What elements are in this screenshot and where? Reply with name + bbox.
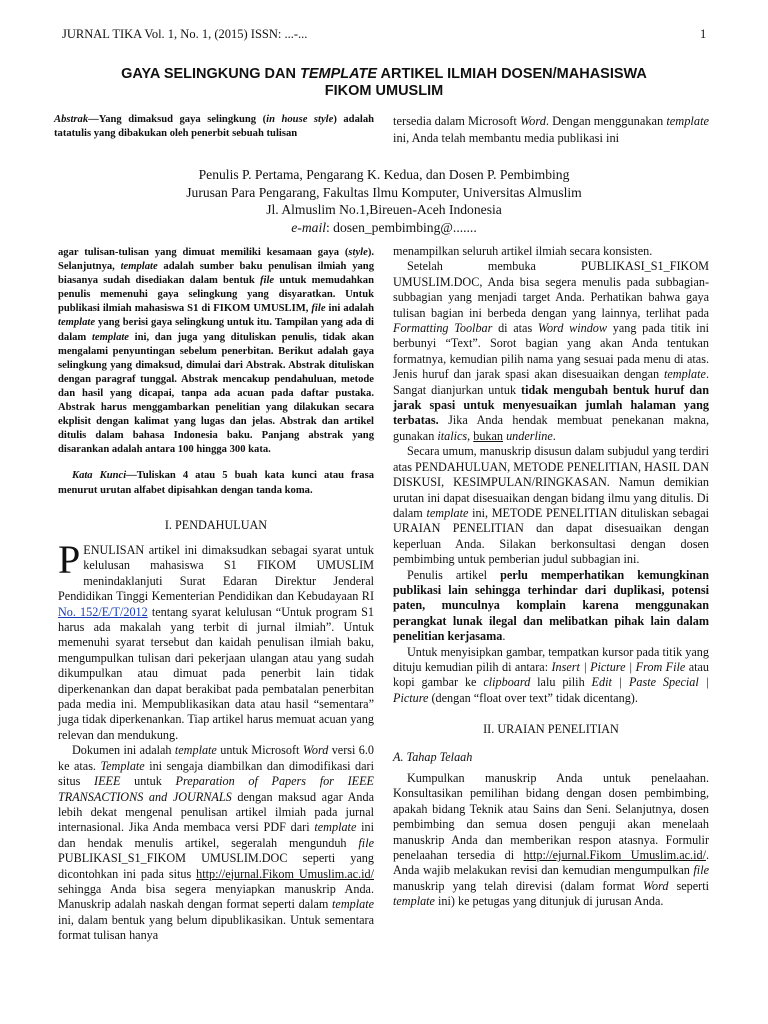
italic-text: template (314, 820, 357, 835)
text-span: —Tuliskan 4 atau 5 buah kata kunci atau frasa menurut urutan alfabet dipisahkan dengan tanda koma. (58, 470, 374, 496)
text-span: Penulis artikel (407, 567, 501, 582)
italic-text: Word window (537, 321, 608, 336)
text-span: . Anda wajib melakukan revisi dan kemudian mengumpulkan (393, 848, 710, 878)
paper-title (20, 66, 748, 100)
text-span: yang berisi gaya selingkung untuk itu. Tampilan yang ada di dalam (58, 317, 374, 343)
italic-text: italics (437, 428, 468, 443)
bold-text: tidak mengubah bentuk huruf dan jarak spasi untuk menyesuaikan jumlah halaman yang terbatas. (393, 382, 709, 428)
abstract-label: Abstrak (54, 114, 89, 125)
keywords (58, 469, 374, 497)
ejurnal-link[interactable]: http://ejurnal.Fikom Umuslim.ac.id/ (196, 866, 374, 881)
italic-text: Word (519, 114, 546, 128)
text-span: . Dengan menggunakan (545, 114, 667, 128)
text-span: ini dan hendak menulis artikel, segeralah mengunduh (58, 820, 374, 850)
text-span: PUBLIKASI_S1_FIKOM UMUSLIM.DOC seperti yang dicontohkan ini pada situs (58, 851, 374, 881)
left-column (58, 246, 374, 944)
italic-text: e-mail (291, 219, 326, 235)
right-paragraph-3 (393, 568, 709, 645)
italic-text: IEEE (94, 774, 121, 789)
text-span: GAYA SELINGKUNG DAN (121, 66, 300, 82)
text-span: ini) ke petugas yang ditunjuk di jurusan Anda. (434, 894, 664, 909)
author-email (0, 219, 768, 237)
italic-text: Edit | Paste Special | Picture (393, 675, 710, 705)
text-span: ini sengaja diambilkan dan dimodifikasi dari situs (58, 758, 374, 789)
text-span: ini, Anda telah membantu media publikasi ini (393, 131, 620, 145)
intro-paragraph-2 (58, 743, 374, 943)
text-span: . (502, 629, 506, 644)
italic-text: file (358, 835, 374, 850)
page-number: 1 (700, 27, 707, 41)
text-span: di atas (492, 321, 538, 336)
italic-text: TEMPLATE (299, 66, 378, 82)
section-heading-pendahuluan: I. PENDAHULUAN (164, 517, 268, 532)
section-heading-uraian: II. URAIAN PENELITIAN (483, 722, 619, 737)
italic-text: template (666, 114, 710, 128)
text-span: Dokumen ini adalah (72, 743, 175, 758)
drop-cap: P (58, 537, 81, 582)
text-span: yang pada titik ini berbunyi “Text”. Sorot bagian yang akan Anda tentukan formatnya, kemudian pilih nama yang sesuai pada menu di atas. Jenis huruf dan jarak spasi akan disesuaikan dengan (393, 321, 710, 382)
text-span: , (467, 428, 474, 443)
text-span: Untuk menyisipkan gambar, tempatkan kursor pada titik yang dituju kemudian pilih di antara: (393, 644, 709, 674)
text-span: tentang syarat kelulusan “Untuk program S1 harus ada makalah yang terbit di jurnal ilmiah”. Untuk memenuhi syarat tersebut dan kaidah penulisan ilmiah baku, mengumpulkan tulisan dari pekerjaan ulangan atau yang sudah dikumpulkan atau dimuat pada penerbit lain tidak diperkenankan dan dapat berakibat pada pembatalan penerbitan pada media ini. Mempublikasikan data atau hasil “sementara” juga tidak diperkenankan. Tiap artikel harus memuat acuan yang relevan dan mendukung. (58, 604, 375, 742)
text-span: bukan (473, 428, 504, 443)
author-address: Jl. Almuslim No.1,Bireuen-Aceh Indonesia (266, 202, 502, 218)
text-span: Kumpulkan manuskrip Anda untuk penelaahan. Konsultasikan pemilihan bidang dengan dosen pembimbing, apakah bidang Teknik atau Sains dan Seni. Selanjutnya, dosen pembimbing dan semua dosen penguji akan menelaah manuskrip Anda dan memberikan respon atasnya. Formulir penelaahan tersedia di (393, 771, 709, 863)
italic-text: clipboard (483, 675, 531, 690)
text-span: untuk (120, 774, 176, 789)
italic-text: template (663, 367, 706, 382)
right-paragraph-4 (393, 645, 709, 707)
text-span: Setelah membuka PUBLIKASI_S1_FIKOM UMUSLIM.DOC, Anda bisa segera menulis pada subbagian-subbagian yang menjadi target Anda. Perhatikan bahwa gaya tulisan bagian ini berbeda dengan yang lainnya, terlihat pada (393, 259, 709, 320)
text-span: —Yang dimaksud gaya selingkung ( (88, 114, 267, 125)
italic-text: template (426, 505, 469, 520)
text-span: ini adalah (325, 303, 374, 315)
right-paragraph-5 (393, 771, 709, 910)
italic-text: template (120, 261, 158, 273)
italic-text: file (260, 275, 275, 287)
right-paragraph-0: menampilkan seluruh artikel ilmiah secara konsisten. (393, 244, 653, 258)
text-span: ). Selanjutnya, (58, 247, 374, 273)
running-header: JURNAL TIKA Vol. 1, No. 1, (2015) ISSN: ...-... (62, 27, 308, 41)
text-span: untuk memudahkan penulis memenuhi gaya selingkung yang disyaratkan. Untuk publikasi ilmiah mahasiswa S1 di FIKOM UMUSLIM, (58, 275, 375, 315)
text-span: ini, dalam bentuk yang belum dipublikasikan. Untuk sementara format tulisan hanya (58, 912, 374, 943)
abstract-body (58, 246, 374, 457)
text-span: . Sangat dianjurkan untuk (393, 367, 709, 397)
text-span: FIKOM UMUSLIM (324, 83, 444, 99)
right-column (393, 244, 709, 910)
right-intro-text (393, 113, 709, 147)
author-block (0, 166, 768, 236)
text-span: (dengan “float over text” tidak dicentang). (428, 690, 638, 705)
text-span: sehingga Anda bisa segera menyiapkan manuskrip Anda. Manuskrip adalah naskah dengan format seperti dalam (58, 881, 374, 912)
italic-text: Word (642, 878, 669, 893)
text-span: versi 6.0 ke atas. (58, 743, 375, 773)
text-span: ini, dan juga yang dituliskan penulis, tidak akan mengalami penyuntingan sebelum penerbitan. Berikut adalah gaya selingkung yang dimaksud, dimulai dari Abstrak. Abstrak dituliskan dengan paragraf tunggal. Abstrak mencakup pendahuluan, metode dan hasil yang dicapai, tanpa ada acuan pada daftar pustaka. Abstrak harus menggambarkan penelitian yang dilakukan secara ekplisit dengan kalimat yang lugas dan jelas. Abstrak dan artikel ditulis dalam bahasa Indonesia baku. Panjang abstrak yang disarankan adalah antara 100 hingga 300 kata. (58, 331, 374, 456)
text-span: manuskrip yang telah direvisi (dalam format (393, 878, 643, 893)
text-span: dengan maksud agar Anda lebih dekat mengenal penulisan artikel ilmiah pada jurnal internasional. Jika Anda membaca versi PDF dari (58, 789, 374, 835)
text-span: lalu pilih (530, 675, 592, 690)
text-span: ini, METODE PENELITIAN dituliskan sebagai URAIAN PENELITIAN dan dapat disesuaikan dengan keperluan Anda. Silakan berkonsultasi dengan dosen pembimbing untuk pemberian judul subbagian ini. (393, 505, 709, 567)
author-names: Penulis P. Pertama, Pengarang K. Kedua, dan Dosen P. Pembimbing (198, 167, 570, 182)
review-form-link[interactable]: http://ejurnal.Fikom Umuslim.ac.id/ (523, 848, 706, 863)
text-span: ARTIKEL ILMIAH DOSEN/MAHASISWA (377, 66, 647, 82)
abstract-intro (54, 113, 374, 141)
italic-text: Insert | Picture | From File (551, 659, 686, 674)
intro-paragraph-1 (58, 537, 375, 743)
italic-text: template (332, 897, 374, 912)
text-span: ENULISAN artikel ini dimaksudkan sebagai syarat untuk kelulusan mahasiswa S1 FIKOM UMUSLIM menindaklanjuti Surat Edaran Direktur Jenderal Pendidikan Tinggi Kementerian Pendidikan dan Kebudayaan RI (58, 543, 374, 604)
text-span: : dosen_pembimbing@....... (326, 219, 477, 235)
italic-text: Kata Kunci (72, 470, 127, 482)
italic-text: template (58, 317, 96, 329)
italic-text: file (693, 863, 709, 878)
italic-text: template (91, 331, 130, 343)
right-paragraph-2 (393, 444, 709, 567)
italic-text: template (393, 894, 435, 909)
text-span: seperti (668, 878, 709, 893)
bold-text: perlu memperhatikan kemungkinan publikasi lain sehingga terhindar dari duplikasi, potensi paten, munculnya komplain karena menggunakan perangkat lunak ilegal dan melibatkan pihak lain dalam penelitian kerjasama (393, 567, 709, 644)
text-span: Secara umum, manuskrip disusun dalam subjudul yang terdiri atas PENDAHULUAN, METODE PENELITIAN, HASIL DAN DISKUSI, KESIMPULAN/RINGKASAN. Namun demikian urutan ini dapat disesuaikan dengan bidang ilmu yang ditulis. Di dalam (393, 444, 709, 520)
italic-text: file (311, 303, 326, 315)
right-paragraph-1 (393, 259, 709, 444)
italic-text: underline (506, 428, 553, 443)
italic-text: template (174, 743, 217, 758)
italic-text: Formatting Toolbar (393, 321, 493, 336)
text-span: atau kopi gambar ke (393, 659, 709, 690)
text-span: agar tulisan-tulisan yang dimuat memiliki kesamaan gaya ( (58, 247, 349, 258)
italic-text: Preparation of Papers for IEEE TRANSACTIONS and JOURNALS (58, 774, 374, 804)
italic-text: in house style (266, 114, 334, 125)
italic-text: Template (100, 758, 145, 773)
author-affiliation: Jurusan Para Pengarang, Fakultas Ilmu Komputer, Universitas Almuslim (186, 184, 582, 200)
text-span: Jika Anda hendak membuat penekanan makna, gunakan (393, 413, 709, 443)
text-span: adalah sumber baku penulisan ilmiah yang biasanya sudah disediakan dalam bentuk (58, 261, 374, 287)
text-span: untuk Microsoft (216, 743, 303, 758)
text-span: tersedia dalam Microsoft (393, 114, 520, 128)
text-span: . (552, 428, 556, 443)
regulation-link[interactable]: No. 152/E/T/2012 (58, 604, 148, 619)
italic-text: Word (302, 743, 329, 758)
text-span: ) adalah tatatulis yang dibakukan oleh penerbit sebuah tulisan (54, 114, 375, 139)
subsection-heading-telaah: A. Tahap Telaah (393, 749, 473, 764)
italic-text: style (348, 247, 368, 258)
